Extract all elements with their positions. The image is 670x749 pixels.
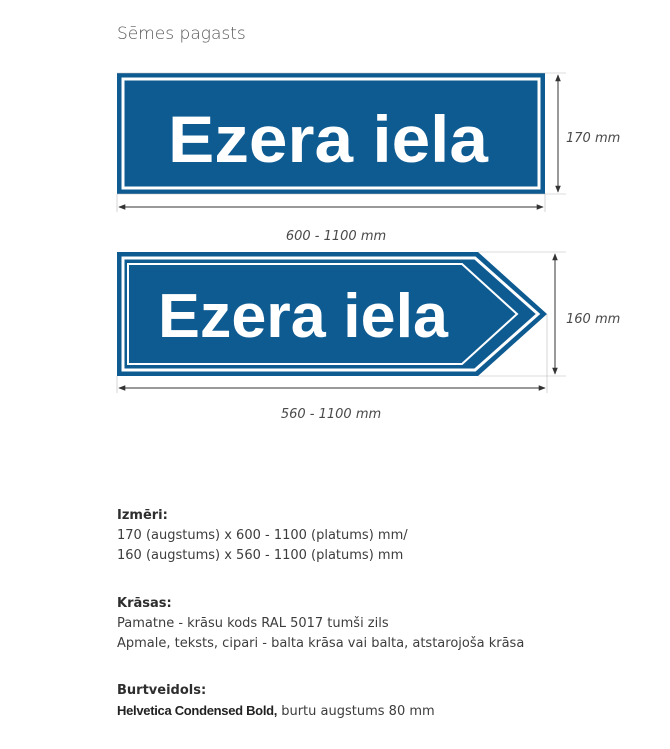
sign1-height-label: 170 mm — [566, 131, 621, 146]
page-title: Sēmes pagasts — [117, 24, 246, 44]
sign1-width-dimension — [117, 194, 545, 244]
font-name: Helvetica Condensed Bold, — [117, 703, 278, 718]
street-sign-rectangular — [117, 73, 545, 194]
colors-line-1: Pamatne - krāsu kods RAL 5017 tumši zils — [117, 616, 389, 631]
colors-section — [117, 594, 524, 654]
sign2-height-label: 160 mm — [566, 312, 621, 327]
sign1-width-label: 600 - 1100 mm — [285, 229, 387, 244]
dimensions-line-1: 170 (augstums) x 600 - 1100 (platums) mm/ — [117, 528, 408, 543]
font-title: Burtveidols: — [117, 683, 207, 698]
sign2-text: Ezera iela — [158, 282, 449, 351]
dimensions-title: Izmēri: — [117, 508, 168, 523]
sign2-width-label: 560 - 1100 mm — [280, 407, 382, 422]
street-sign-arrow — [117, 252, 547, 376]
font-section — [117, 681, 435, 722]
colors-title: Krāsas: — [117, 596, 172, 611]
font-line — [117, 701, 435, 722]
sign1-text: Ezera iela — [168, 102, 490, 176]
dimensions-line-2: 160 (augstums) x 560 - 1100 (platums) mm — [117, 548, 404, 563]
colors-line-2: Apmale, teksts, cipari - balta krāsa vai balta, atstarojoša krāsa — [117, 636, 525, 651]
font-size-note: burtu augstums 80 mm — [277, 704, 435, 719]
dimensions-section — [117, 506, 408, 566]
